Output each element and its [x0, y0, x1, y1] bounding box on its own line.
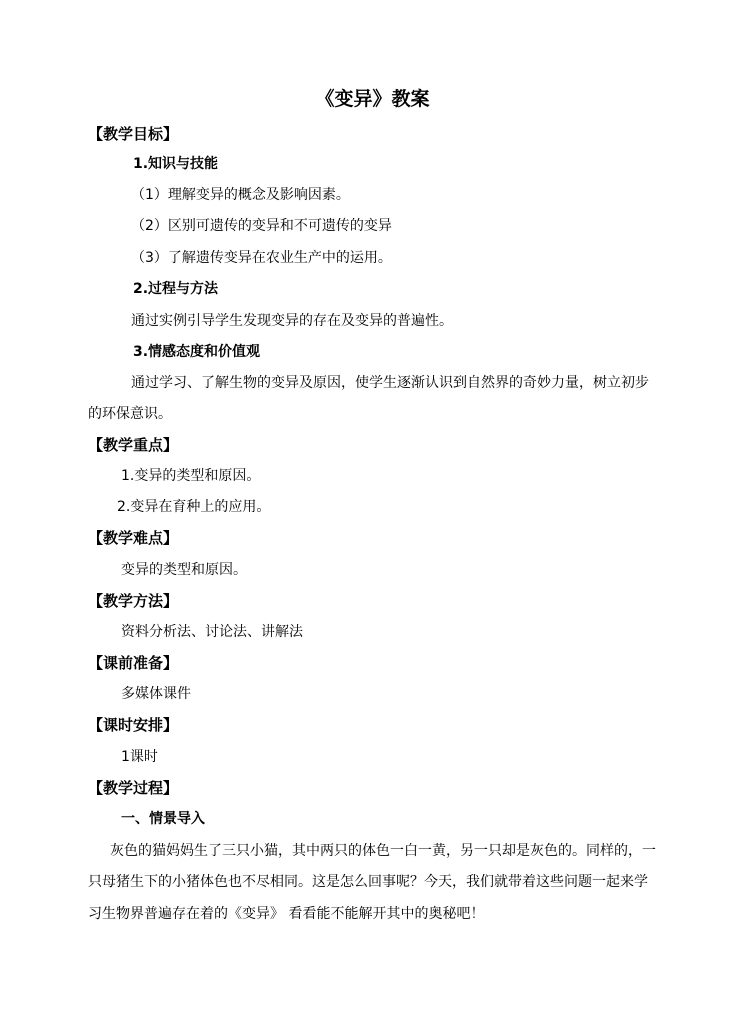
attitude-values-text-line2: 的环保意识。	[88, 406, 172, 422]
methods-text: 资料分析法、讨论法、讲解法	[121, 624, 303, 640]
subheading-attitude-values: 3.情感态度和价值观	[133, 344, 261, 360]
section-heading-key-points: 【教学重点】	[88, 436, 179, 454]
section-heading-difficulties: 【教学难点】	[88, 529, 179, 547]
process-method-text: 通过实例引导学生发现变异的存在及变异的普遍性。	[131, 313, 453, 329]
intro-paragraph-line2: 只母猪生下的小猪体色也不尽相同。这是怎么回事呢？今天，我们就带着这些问题一起来学	[88, 874, 648, 890]
document-title: 《变异》教案	[315, 88, 430, 110]
difficulties-text: 变异的类型和原因。	[121, 562, 247, 578]
attitude-values-text-line1: 通过学习、了解生物的变异及原因，使学生逐渐认识到自然界的奇妙力量，树立初步	[131, 375, 649, 391]
objective-item-3: （3）了解遗传变异在农业生产中的运用。	[131, 250, 392, 266]
subheading-process-method: 2.过程与方法	[133, 281, 219, 297]
preparation-text: 多媒体课件	[121, 686, 191, 702]
key-point-item-2: 2.变异在育种上的应用。	[117, 499, 271, 515]
subheading-knowledge-skills: 1.知识与技能	[133, 156, 219, 172]
section-heading-process: 【教学过程】	[88, 779, 179, 797]
section-heading-preparation: 【课前准备】	[88, 654, 179, 672]
intro-paragraph-line3: 习生物界普遍存在着的《变异》 看看能不能解开其中的奥秘吧！	[88, 906, 485, 922]
section-heading-schedule: 【课时安排】	[88, 716, 179, 734]
section-heading-objectives: 【教学目标】	[88, 125, 179, 143]
section-heading-methods: 【教学方法】	[88, 592, 179, 610]
schedule-text: 1课时	[121, 749, 158, 765]
subheading-scenario-intro: 一、情景导入	[121, 811, 205, 827]
intro-paragraph-line1: 灰色的猫妈妈生了三只小猫，其中两只的体色一白一黄，另一只却是灰色的。同样的，一	[110, 843, 656, 859]
objective-item-1: （1）理解变异的概念及影响因素。	[131, 187, 350, 203]
objective-item-2: （2）区别可遗传的变异和不可遗传的变异	[131, 218, 392, 234]
key-point-item-1: 1.变异的类型和原因。	[121, 468, 261, 484]
